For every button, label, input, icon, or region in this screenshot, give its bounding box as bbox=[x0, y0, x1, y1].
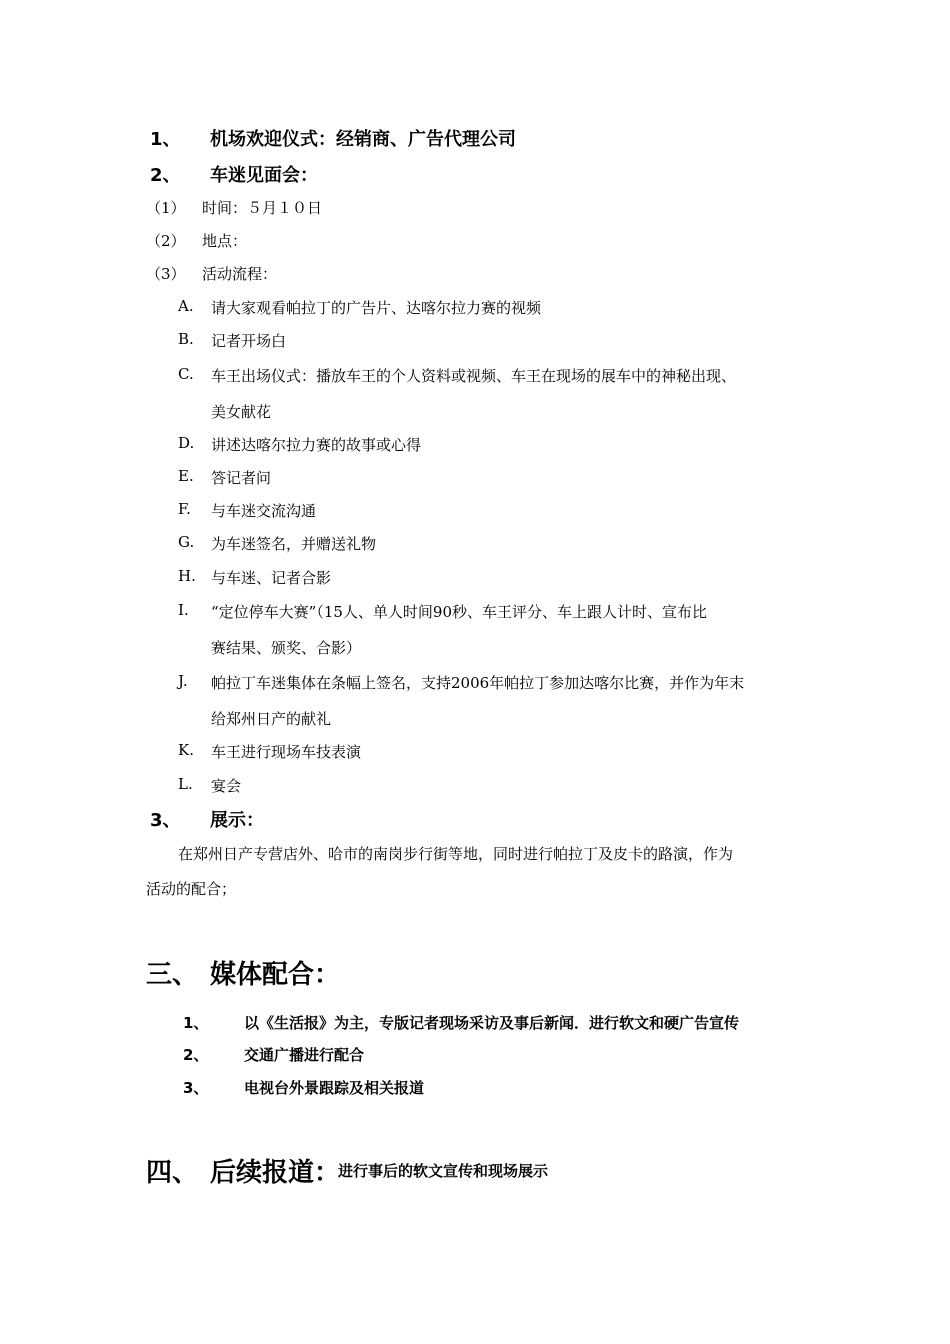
item-number: 1、 bbox=[150, 129, 181, 150]
flow-item: 讲述达喀尔拉力赛的故事或心得 bbox=[211, 436, 422, 454]
flow-item: 请大家观看帕拉丁的广告片、达喀尔拉力赛的视频 bbox=[211, 299, 542, 317]
flow-item: 宴会 bbox=[211, 777, 242, 795]
item-number: 3、 bbox=[183, 1079, 209, 1097]
flow-item-continued: 美女献花 bbox=[211, 403, 272, 421]
flow-letter: D. bbox=[178, 434, 195, 452]
media-item: 交通广播进行配合 bbox=[244, 1046, 365, 1064]
flow-letter: F. bbox=[178, 500, 191, 518]
flow-item: 车王出场仪式：播放车王的个人资料或视频、车王在现场的展车中的神秘出现、 bbox=[211, 367, 737, 385]
flow-item-continued: 赛结果、颁奖、合影） bbox=[211, 639, 362, 657]
item-number: 1、 bbox=[183, 1014, 209, 1032]
flow-letter: H. bbox=[178, 567, 196, 585]
flow-item: 帕拉丁车迷集体在条幅上签名，支持2006年帕拉丁参加达喀尔比赛，并作为年末 bbox=[211, 674, 745, 692]
flow-letter: K. bbox=[178, 741, 194, 759]
meeting-time: 时间：５月１０日 bbox=[202, 199, 323, 217]
section-title-media: 媒体配合： bbox=[210, 960, 341, 990]
sub-number: （1） bbox=[146, 199, 186, 217]
flow-item: 车王进行现场车技表演 bbox=[211, 743, 362, 761]
flow-item-continued: 给郑州日产的献礼 bbox=[211, 710, 332, 728]
section-title-follow-up: 后续报道： bbox=[210, 1158, 341, 1188]
follow-up-description: 进行事后的软文宣传和现场展示 bbox=[338, 1162, 549, 1180]
sub-number: （3） bbox=[146, 265, 186, 283]
activity-flow-label: 活动流程： bbox=[202, 265, 278, 283]
exhibition-paragraph-line2: 活动的配合； bbox=[146, 880, 237, 898]
flow-item: “定位停车大赛”（15人、单人时间90秒、车王评分、车上跟人计时、宣布比 bbox=[211, 603, 708, 621]
flow-item: 为车迷签名，并赠送礼物 bbox=[211, 535, 377, 553]
section-number: 四、 bbox=[146, 1158, 199, 1188]
flow-letter: I. bbox=[178, 601, 189, 619]
flow-letter: C. bbox=[178, 365, 194, 383]
item-number: 3、 bbox=[150, 810, 181, 831]
item-number: 2、 bbox=[150, 165, 181, 186]
heading-airport-welcome: 机场欢迎仪式：经销商、广告代理公司 bbox=[210, 129, 516, 150]
media-item: 电视台外景跟踪及相关报道 bbox=[244, 1079, 425, 1097]
media-item: 以《生活报》为主，专版记者现场采访及事后新闻．进行软文和硬广告宣传 bbox=[244, 1014, 740, 1032]
flow-item: 与车迷交流沟通 bbox=[211, 502, 317, 520]
flow-item: 记者开场白 bbox=[211, 332, 287, 350]
flow-letter: E. bbox=[178, 467, 194, 485]
flow-item: 答记者问 bbox=[211, 469, 272, 487]
sub-number: （2） bbox=[146, 232, 186, 250]
meeting-location: 地点： bbox=[202, 232, 248, 250]
flow-letter: L. bbox=[178, 775, 193, 793]
flow-letter: G. bbox=[178, 533, 195, 551]
section-number: 三、 bbox=[146, 960, 199, 990]
heading-exhibition: 展示： bbox=[210, 810, 264, 831]
flow-letter: B. bbox=[178, 330, 194, 348]
heading-fan-meeting: 车迷见面会： bbox=[210, 165, 318, 186]
exhibition-paragraph-line1: 在郑州日产专营店外、哈市的南岗步行街等地，同时进行帕拉丁及皮卡的路演，作为 bbox=[178, 845, 734, 863]
flow-letter: J. bbox=[178, 672, 188, 690]
item-number: 2、 bbox=[183, 1046, 209, 1064]
flow-item: 与车迷、记者合影 bbox=[211, 569, 332, 587]
flow-letter: A. bbox=[178, 297, 194, 315]
